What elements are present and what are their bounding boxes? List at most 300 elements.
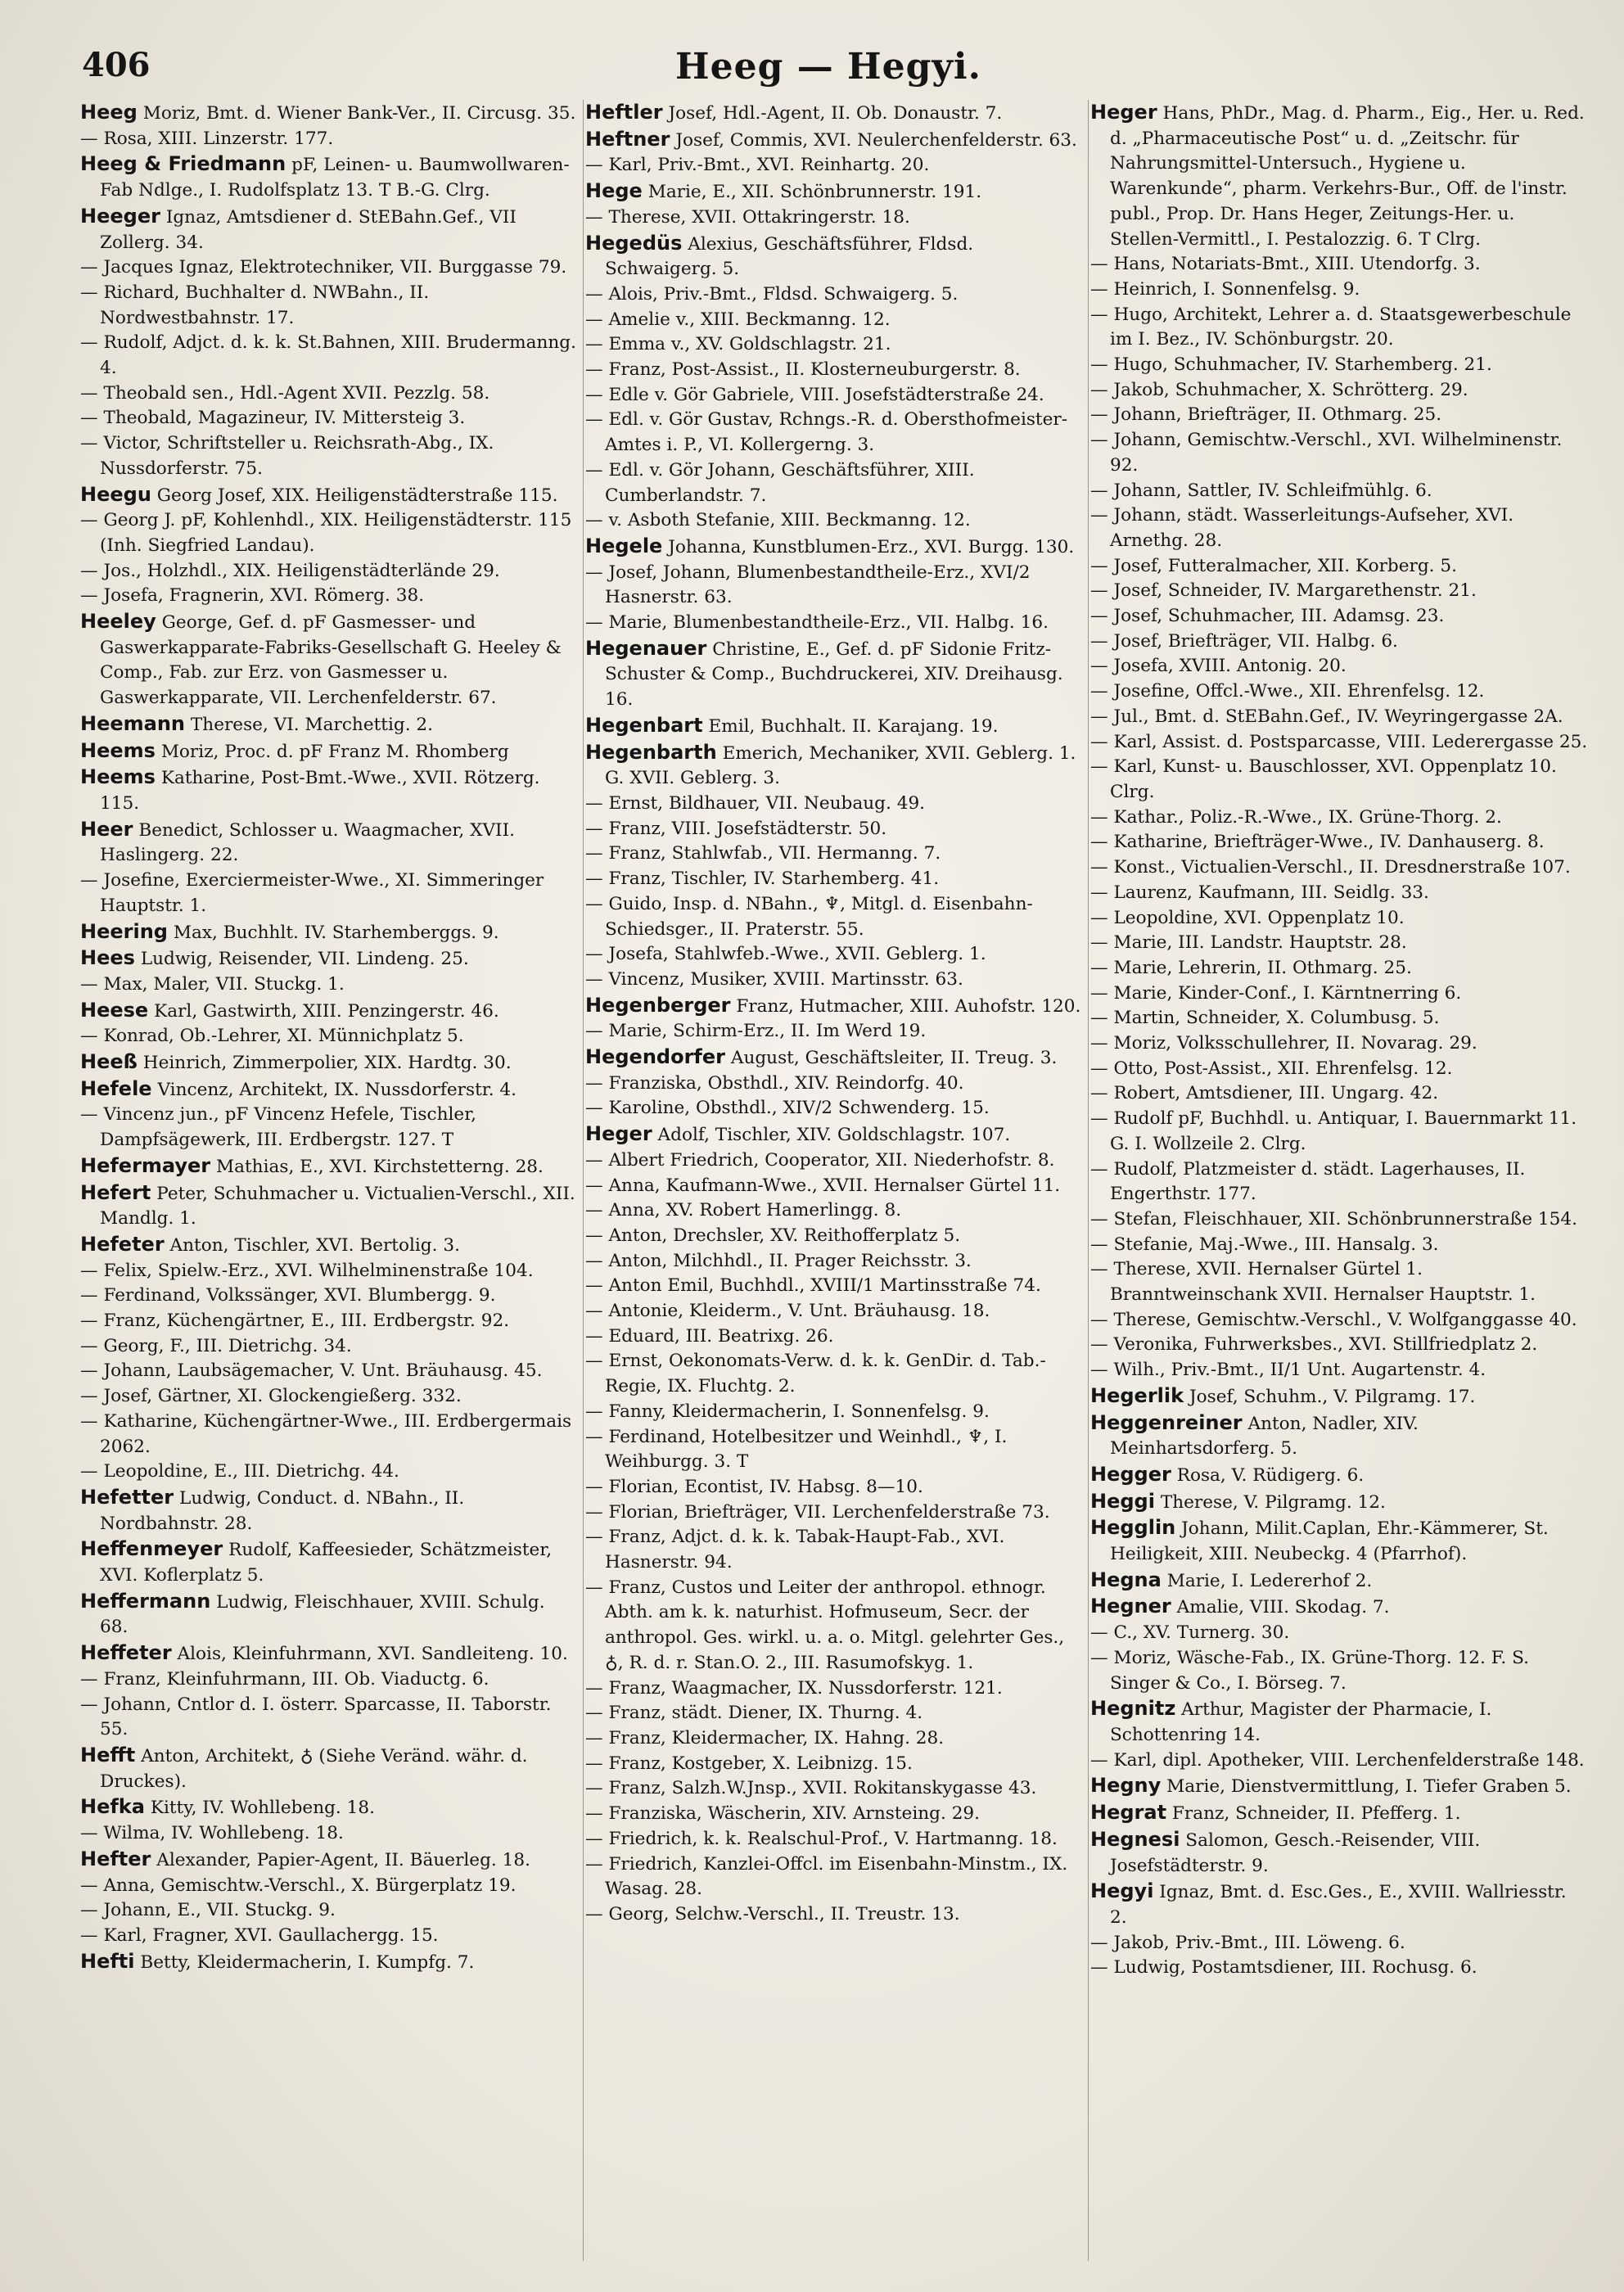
directory-entry <box>80 1076 578 1103</box>
entry-details: — Guido, Insp. d. NBahn., ♆, Mitgl. d. Eisenbahn-Schiedsger., II. Praterstr. 55. <box>585 893 1033 940</box>
directory-entry <box>80 1334 578 1360</box>
directory-entry <box>585 817 1083 842</box>
directory-entry <box>1090 100 1588 252</box>
entry-surname: Heems <box>80 765 156 789</box>
directory-entry <box>80 1410 578 1460</box>
entry-surname: Hefermayer <box>80 1153 211 1177</box>
directory-entry <box>80 1949 578 1976</box>
entry-details: — Marie, Lehrerin, II. Othmarg. 25. <box>1090 957 1412 978</box>
directory-entry <box>585 1174 1083 1199</box>
entry-details: Johann, Milit.Caplan, Ehr.-Kämmerer, St. Heiligkeit, XIII. Neubeckg. 4 (Pfarrhof). <box>1110 1518 1549 1565</box>
directory-entry <box>80 127 578 152</box>
entry-details: — Ernst, Oekonomats-Verw. d. k. k. GenDir. d. Tab.-Regie, IX. Fluchtg. 2. <box>585 1351 1046 1397</box>
entry-details: — Karl, Kunst- u. Bauschlosser, XVI. Oppenplatz 10. Clrg. <box>1090 756 1557 802</box>
directory-entry <box>1090 654 1588 679</box>
entry-details: — Alois, Priv.-Bmt., Fldsd. Schwaigerg. 5. <box>585 283 959 305</box>
entry-details: — Ernst, Bildhauer, VII. Neubaug. 49. <box>585 792 926 814</box>
entry-details: — Therese, XVII. Hernalser Gürtel 1. Branntweinschank XVII. Hernalser Hauptstr. 1. <box>1090 1259 1536 1306</box>
directory-entry <box>585 1299 1083 1324</box>
entry-details: — Franz, Stahlwfab., VII. Hermanng. 7. <box>585 843 941 864</box>
entry-details: Heinrich, Zimmerpolier, XIX. Hardtg. 30. <box>142 1053 512 1074</box>
directory-entry <box>1090 906 1588 932</box>
entry-details: — Johann, Cntlor d. I. österr. Sparcasse, II. Taborstr. 55. <box>80 1694 552 1740</box>
entry-surname: Heeß <box>80 1050 138 1074</box>
directory-entry <box>1090 679 1588 705</box>
entry-details: — Robert, Amtsdiener, III. Ungarg. 42. <box>1090 1083 1439 1104</box>
directory-entry <box>80 919 578 946</box>
entry-details: Therese, VI. Marchettig. 2. <box>190 714 434 735</box>
entry-surname: Hegedüs <box>585 231 683 255</box>
directory-entry <box>585 1019 1083 1044</box>
entry-details: — Johann, städt. Wasserleitungs-Aufseher, XVI. Arnethg. 28. <box>1090 505 1514 551</box>
directory-entry <box>1090 1410 1588 1462</box>
entry-details: — Anna, Kaufmann-Wwe., XVII. Hernalser Gürtel 11. <box>585 1175 1061 1196</box>
directory-entry <box>80 1309 578 1334</box>
directory-entry <box>80 1667 578 1693</box>
directory-entry <box>80 817 578 869</box>
entry-surname: Hegerlik <box>1090 1383 1184 1407</box>
entry-surname: Hegyi <box>1090 1879 1154 1903</box>
directory-entry <box>585 1072 1083 1097</box>
entry-details: — Jakob, Priv.-Bmt., III. Löweng. 6. <box>1090 1932 1405 1953</box>
directory-entry <box>585 611 1083 636</box>
entry-details: — Josefine, Offcl.-Wwe., XII. Ehrenfelsg. 12. <box>1090 681 1485 702</box>
entry-details: — Emma v., XV. Goldschlagstr. 21. <box>585 334 891 355</box>
entry-details: — Moriz, Wäsche-Fab., IX. Grüne-Thorg. 12. F. S. Singer & Co., I. Börseg. 7. <box>1090 1647 1530 1694</box>
entry-surname: Heeger <box>80 204 160 228</box>
entry-details: Ignaz, Bmt. d. Esc.Ges., E., XVIII. Wallriesstr. 2. <box>1110 1882 1567 1928</box>
entry-details: Rosa, V. Rüdigerg. 6. <box>1176 1464 1365 1486</box>
directory-entry <box>80 1232 578 1259</box>
entry-surname: Hefele <box>80 1076 152 1100</box>
directory-entry <box>1090 1773 1588 1800</box>
entry-details: — Stefan, Fleischhauer, XII. Schönbrunnerstraße 154. <box>1090 1208 1577 1229</box>
directory-entry <box>80 765 578 816</box>
entry-surname: Heese <box>80 998 149 1022</box>
entry-details: Max, Buchhlt. IV. Starhemberggs. 9. <box>173 922 499 943</box>
entry-details: Ignaz, Amtsdiener d. StEBahn.Gef., VII Zollerg. 34. <box>100 206 517 253</box>
directory-entry <box>585 713 1083 740</box>
entry-details: — Hugo, Schuhmacher, IV. Starhemberg. 21. <box>1090 354 1492 376</box>
directory-entry <box>80 1180 578 1232</box>
directory-entry <box>1090 1031 1588 1057</box>
directory-entry <box>1090 805 1588 831</box>
entry-details: — Felix, Spielw.-Erz., XVI. Wilhelminenstraße 104. <box>80 1260 534 1281</box>
entry-details: — Edl. v. Gör Johann, Geschäftsführer, XIII. Cumberlandstr. 7. <box>585 459 975 506</box>
directory-entry <box>585 178 1083 205</box>
directory-entry <box>80 1589 578 1640</box>
directory-entry <box>1090 956 1588 981</box>
entry-details: — Josef, Gärtner, XI. Glockengießerg. 332. <box>80 1386 462 1407</box>
entry-surname: Heems <box>80 738 156 762</box>
directory-entry <box>585 1525 1083 1575</box>
entry-details: Karl, Gastwirth, XIII. Penzingerstr. 46. <box>154 1000 499 1022</box>
entry-details: — Wilma, IV. Wohllebeng. 18. <box>80 1823 344 1844</box>
directory-entry <box>1090 378 1588 404</box>
entry-details: — Albert Friedrich, Cooperator, XII. Niederhofstr. 8. <box>585 1149 1055 1171</box>
directory-entry <box>1090 579 1588 604</box>
directory-entry <box>1090 1621 1588 1646</box>
entry-details: — Therese, Gemischtw.-Verschl., V. Wolfganggasse 40. <box>1090 1309 1577 1330</box>
entry-surname: Heger <box>1090 101 1157 124</box>
entry-details: — Franz, Custos und Leiter der anthropol. ethnogr. Abth. am k. k. naturhist. Hofmuseum, Secr. der anthropol. Ges. wirkl. u. a. o. Mitgl. gelehrter Ges., ♁, R. d. r. Stan.O. 2., III. Rasumofskyg. 1. <box>585 1577 1065 1673</box>
entry-surname: Hees <box>80 946 135 970</box>
directory-entry <box>1090 931 1588 956</box>
entry-details: — Amelie v., XIII. Beckmanng. 12. <box>585 309 891 330</box>
entry-details: — Josef, Futteralmacher, XII. Korberg. 5. <box>1090 555 1457 576</box>
entry-details: — Therese, XVII. Ottakringerstr. 18. <box>585 206 910 228</box>
entry-details: — Anton, Drechsler, XV. Reithofferplatz 5. <box>585 1225 961 1246</box>
entry-details: Peter, Schuhmacher u. Victualien-Verschl., XII. Mandlg. 1. <box>100 1183 575 1229</box>
entry-details: — v. Asboth Stefanie, XIII. Beckmanng. 12. <box>585 510 971 531</box>
entry-details: Arthur, Magister der Pharmacie, I. Schottenring 14. <box>1110 1699 1492 1745</box>
entry-details: — Franziska, Obsthdl., XIV. Reindorfg. 40. <box>585 1072 964 1094</box>
entry-details: — Ludwig, Postamtsdiener, III. Rochusg. 6. <box>1090 1957 1477 1978</box>
directory-entry <box>1090 1081 1588 1107</box>
entry-surname: Heegu <box>80 482 151 506</box>
entry-details: — Karoline, Obsthdl., XIV/2 Schwenderg. 15. <box>585 1098 990 1119</box>
entry-details: — Jakob, Schuhmacher, X. Schrötterg. 29. <box>1090 379 1468 400</box>
entry-details: — Wilh., Priv.-Bmt., II/1 Unt. Augartenstr. 4. <box>1090 1360 1486 1381</box>
directory-entry <box>585 1044 1083 1072</box>
entry-details: — Franz, Salzh.W.Jnsp., XVII. Rokitanskygasse 43. <box>585 1778 1037 1799</box>
entry-details: — Johann, Laubsägemacher, V. Unt. Bräuhausg. 45. <box>80 1360 543 1382</box>
directory-entry <box>1090 1107 1588 1157</box>
entry-details: Moriz, Proc. d. pF Franz M. Rhomberg <box>160 741 509 762</box>
directory-entry <box>585 408 1083 458</box>
entry-details: Emerich, Mechaniker, XVII. Geblerg. 1. G. XVII. Geblerg. 3. <box>605 742 1076 789</box>
directory-entry <box>80 508 578 558</box>
directory-column-3 <box>1088 100 1588 2261</box>
entry-details: — Heinrich, I. Sonnenfelsg. 9. <box>1090 278 1360 300</box>
directory-entry <box>585 1676 1083 1702</box>
entry-details: — Franziska, Wäscherin, XIV. Arnsteing. 29. <box>585 1803 981 1825</box>
entry-details: Alexius, Geschäftsführer, Fldsd. Schwaigerg. 5. <box>605 233 974 280</box>
entry-surname: Heering <box>80 919 168 943</box>
entry-columns <box>80 100 1588 2261</box>
directory-entry <box>585 867 1083 892</box>
entry-details: — Karl, Priv.-Bmt., XVI. Reinhartg. 20. <box>585 155 930 176</box>
entry-details: Betty, Kleidermacherin, I. Kumpfg. 7. <box>140 1951 475 1973</box>
running-head: Heeg — Hegyi. <box>675 46 981 88</box>
directory-entry <box>1090 1827 1588 1879</box>
directory-entry <box>585 205 1083 231</box>
entry-details: — Theobald, Magazineur, IV. Mittersteig 3. <box>80 408 466 429</box>
directory-entry <box>1090 1257 1588 1307</box>
directory-entry <box>80 1898 578 1924</box>
directory-entry <box>1090 1879 1588 1930</box>
directory-entry <box>80 1384 578 1410</box>
entry-surname: Hegnesi <box>1090 1827 1180 1851</box>
directory-entry <box>1090 755 1588 805</box>
entry-details: Kitty, IV. Wohllebeng. 18. <box>150 1798 376 1819</box>
entry-surname: Hefti <box>80 1949 135 1973</box>
directory-entry <box>80 972 578 998</box>
entry-details: Benedict, Schlosser u. Waagmacher, XVII. Haslingerg. 22. <box>100 819 515 866</box>
entry-details: — Veronika, Fuhrwerksbes., XVI. Stillfriedplatz 2. <box>1090 1334 1538 1356</box>
entry-surname: Heeg & Friedmann <box>80 152 286 176</box>
entry-details: — Franz, Tischler, IV. Starhemberg. 41. <box>585 869 940 890</box>
directory-entry <box>585 1349 1083 1399</box>
entry-details: — Richard, Buchhalter d. NWBahn., II. Nordwestbahnstr. 17. <box>80 282 430 328</box>
entry-surname: Heftler <box>585 101 663 124</box>
entry-surname: Heffenmeyer <box>80 1537 223 1561</box>
directory-entry <box>80 711 578 738</box>
entry-details: — Ferdinand, Volkssänger, XVI. Blumbergg. 9. <box>80 1285 496 1306</box>
directory-entry <box>585 636 1083 713</box>
entry-details: — Edle v. Gör Gabriele, VIII. Josefstädterstraße 24. <box>585 384 1044 405</box>
directory-entry <box>585 282 1083 308</box>
entry-details: — Marie, Kinder-Conf., I. Kärntnerring 6. <box>1090 982 1462 1004</box>
entry-details: — Leopoldine, E., III. Dietrichg. 44. <box>80 1461 399 1482</box>
entry-details: — Georg J. pF, Kohlenhdl., XIX. Heiligenstädterstr. 115 (Inh. Siegfried Landau). <box>80 510 572 556</box>
directory-entry <box>1090 1308 1588 1333</box>
entry-details: — Stefanie, Maj.-Wwe., III. Hansalg. 3. <box>1090 1234 1439 1255</box>
directory-entry <box>80 406 578 431</box>
directory-entry <box>80 738 578 765</box>
directory-entry <box>1090 1489 1588 1516</box>
entry-details: Alois, Kleinfuhrmann, XVI. Sandleiteng. 10. <box>177 1644 568 1665</box>
directory-entry <box>80 1153 578 1180</box>
directory-entry <box>585 153 1083 178</box>
entry-details: — Josef, Johann, Blumenbestandtheile-Erz., XVI/2 Hasnerstr. 63. <box>585 562 1031 608</box>
entry-details: Josef, Commis, XVI. Neulerchenfelderstr. 63. <box>675 129 1077 151</box>
directory-entry <box>80 482 578 509</box>
directory-entry <box>80 204 578 255</box>
entry-surname: Hegenbart <box>585 713 703 737</box>
directory-entry <box>585 332 1083 358</box>
entry-details: — Max, Maler, VII. Stuckg. 1. <box>80 973 345 995</box>
entry-details: — Moriz, Volksschullehrer, II. Novarag. 29. <box>1090 1033 1477 1054</box>
directory-entry <box>585 383 1083 408</box>
entry-details: — Edl. v. Gör Gustav, Rchngs.-R. d. Obersthofmeister-Amtes i. P., VI. Kollergerng. 3. <box>585 409 1068 456</box>
directory-entry <box>585 892 1083 942</box>
entry-details: — Josef, Schuhmacher, III. Adamsg. 23. <box>1090 606 1445 627</box>
entry-details: — Josefa, Stahlwfeb.-Wwe., XVII. Geblerg. 1. <box>585 944 986 965</box>
entry-details: — Josef, Schneider, IV. Margarethenstr. 21. <box>1090 580 1477 602</box>
entry-details: Katharine, Post-Bmt.-Wwe., XVII. Rötzerg. 115. <box>100 768 540 814</box>
entry-details: — Anna, XV. Robert Hamerlingg. 8. <box>585 1200 902 1221</box>
entry-details: Anton, Architekt, ♁ (Siehe Veränd. währ. d. Druckes). <box>100 1746 528 1792</box>
entry-details: — Konst., Victualien-Verschl., II. Dresdnerstraße 107. <box>1090 857 1571 878</box>
entry-details: — Hans, Notariats-Bmt., XIII. Utendorfg. 3. <box>1090 254 1481 275</box>
directory-entry <box>80 1693 578 1743</box>
entry-details: Rudolf, Kaffeesieder, Schätzmeister, XVI. Koflerplatz 5. <box>100 1540 553 1586</box>
directory-entry <box>1090 1515 1588 1567</box>
directory-entry <box>80 1103 578 1153</box>
directory-entry <box>1090 705 1588 730</box>
directory-entry <box>1090 353 1588 378</box>
entry-surname: Heer <box>80 817 133 841</box>
entry-surname: Hege <box>585 179 643 203</box>
entry-details: Marie, Dienstvermittlung, I. Tiefer Graben 5. <box>1166 1776 1572 1798</box>
directory-entry <box>80 255 578 281</box>
directory-entry <box>80 1536 578 1588</box>
directory-entry <box>1090 629 1588 655</box>
directory-entry <box>80 869 578 918</box>
directory-entry <box>80 331 578 381</box>
entry-details: Ludwig, Conduct. d. NBahn., II. Nordbahnstr. 28. <box>100 1487 465 1534</box>
entry-details: — Franz, VIII. Josefstädterstr. 50. <box>585 818 887 839</box>
entry-details: — C., XV. Turnerg. 30. <box>1090 1622 1290 1644</box>
directory-entry <box>80 1640 578 1667</box>
entry-details: — Eduard, III. Beatrixg. 26. <box>585 1325 834 1347</box>
entry-details: — Karl, dipl. Apotheker, VIII. Lerchenfelderstraße 148. <box>1090 1749 1585 1771</box>
entry-details: — Anton Emil, Buchhdl., XVIII/1 Martinsstraße 74. <box>585 1275 1041 1297</box>
directory-entry <box>1090 830 1588 855</box>
entry-details: — Hugo, Architekt, Lehrer a. d. Staatsgewerbeschule im I. Bez., IV. Schönburgstr. 20. <box>1090 304 1572 350</box>
entry-details: — Friedrich, Kanzlei-Offcl. im Eisenbahn-Minstm., IX. Wasag. 28. <box>585 1853 1068 1900</box>
directory-entry <box>1090 1057 1588 1082</box>
entry-surname: Hefert <box>80 1180 151 1204</box>
directory-entry <box>80 151 578 203</box>
entry-details: — Rudolf, Adjct. d. k. k. St.Bahnen, XIII. Brudermanng. 4. <box>80 332 576 379</box>
entry-details: — Jul., Bmt. d. StEBahn.Gef., IV. Weyringergasse 2A. <box>1090 706 1563 727</box>
directory-entry <box>1090 1207 1588 1233</box>
entry-details: — Johann, Gemischtw.-Verschl., XVI. Wilhelminenstr. 92. <box>1090 430 1563 476</box>
entry-details: — Josefa, Fragnerin, XVI. Römerg. 38. <box>80 585 425 607</box>
directory-entry <box>80 381 578 407</box>
entry-details: Moriz, Bmt. d. Wiener Bank-Ver., II. Circusg. 35. <box>142 103 576 124</box>
entry-details: — Friedrich, k. k. Realschul-Prof., V. Hartmanng. 18. <box>585 1828 1058 1849</box>
directory-entry <box>585 1400 1083 1425</box>
directory-entry <box>585 1148 1083 1174</box>
entry-details: — Vincenz jun., pF Vincenz Hefele, Tischler, Dampfsägewerk, III. Erdbergstr. 127. T <box>80 1104 477 1151</box>
entry-details: — Anna, Gemischtw.-Verschl., X. Bürgerplatz 19. <box>80 1875 517 1896</box>
entry-details: — Katharine, Briefträger-Wwe., IV. Danhauserg. 8. <box>1090 832 1545 853</box>
directory-entry <box>1090 881 1588 906</box>
entry-details: August, Geschäftsleiter, II. Treug. 3. <box>730 1048 1058 1069</box>
directory-entry <box>1090 855 1588 881</box>
directory-entry <box>80 100 578 127</box>
directory-entry <box>1090 403 1588 428</box>
entry-details: — Marie, III. Landstr. Hauptstr. 28. <box>1090 932 1407 954</box>
entry-details: Franz, Hutmacher, XIII. Auhofstr. 120. <box>736 995 1081 1017</box>
directory-entry <box>80 559 578 584</box>
entry-surname: Heggenreiner <box>1090 1410 1243 1434</box>
directory-entry <box>80 1847 578 1874</box>
directory-entry <box>80 1821 578 1847</box>
entry-details: Anton, Tischler, XVI. Bertolig. 3. <box>169 1234 460 1256</box>
entry-details: — Karl, Assist. d. Postsparcasse, VIII. Lederergasse 25. <box>1090 731 1588 752</box>
directory-entry <box>585 1902 1083 1928</box>
entry-details: — Johann, Briefträger, II. Othmarg. 25. <box>1090 404 1442 426</box>
entry-details: — Georg, F., III. Dietrichg. 34. <box>80 1335 352 1356</box>
entry-surname: Hefetter <box>80 1485 174 1509</box>
entry-surname: Hefter <box>80 1847 151 1870</box>
entry-details: — Josefa, XVIII. Antonig. 20. <box>1090 656 1347 677</box>
entry-details: — Jos., Holzhdl., XIX. Heiligenstädterlände 29. <box>80 560 500 581</box>
entry-details: — Franz, Adjct. d. k. k. Tabak-Haupt-Fab., XVI. Hasnerstr. 94. <box>585 1527 1005 1573</box>
directory-entry <box>1090 554 1588 580</box>
entry-details: — Karl, Fragner, XVI. Gaullachergg. 15. <box>80 1924 439 1946</box>
entry-details: — Fanny, Kleidermacherin, I. Sonnenfelsg. 9. <box>585 1401 990 1422</box>
entry-surname: Hefft <box>80 1744 136 1766</box>
entry-details: — Konrad, Ob.-Lehrer, XI. Münnichplatz 5. <box>80 1026 464 1047</box>
entry-details: — Franz, Kleinfuhrmann, III. Ob. Viaductg. 6. <box>80 1668 489 1690</box>
directory-entry <box>585 1776 1083 1802</box>
entry-surname: Heeley <box>80 610 156 634</box>
directory-entry <box>1090 479 1588 504</box>
directory-entry <box>1090 1333 1588 1358</box>
directory-entry <box>80 1743 578 1794</box>
entry-details: — Franz, Waagmacher, IX. Nussdorferstr. 121. <box>585 1677 1003 1699</box>
entry-details: Alexander, Papier-Agent, II. Bäuerleg. 18. <box>156 1849 530 1870</box>
entry-surname: Hegna <box>1090 1568 1162 1591</box>
entry-details: — Franz, Kleidermacher, IX. Hahng. 28. <box>585 1728 945 1748</box>
entry-surname: Hefka <box>80 1795 145 1819</box>
entry-details: Franz, Schneider, II. Pfefferg. 1. <box>1171 1803 1461 1825</box>
directory-entry <box>80 1024 578 1049</box>
directory-entry <box>80 1049 578 1076</box>
directory-entry <box>585 1324 1083 1350</box>
directory-entry <box>80 1924 578 1949</box>
directory-entry <box>585 1274 1083 1299</box>
directory-entry <box>1090 981 1588 1007</box>
directory-entry <box>585 1096 1083 1121</box>
entry-details: George, Gef. d. pF Gasmesser- und Gaswerkapparate-Fabriks-Gesellschaft G. Heeley & Comp., Fab. zur Erz. von Gasmesser u. Gaswerkapparate, VII. Lerchenfelderstr. 67. <box>100 612 562 709</box>
directory-entry <box>585 740 1083 792</box>
entry-surname: Heger <box>585 1122 652 1146</box>
entry-surname: Hegger <box>1090 1462 1171 1486</box>
directory-entry <box>1090 503 1588 553</box>
entry-details: — Katharine, Küchengärtner-Wwe., III. Erdbergermais 2062. <box>80 1410 572 1457</box>
directory-entry <box>80 1259 578 1284</box>
entry-details: Christine, E., Gef. d. pF Sidonie Fritz-Schuster & Comp., Buchdruckerei, XIV. Dreihausg. 16. <box>605 638 1063 711</box>
directory-entry <box>80 281 578 331</box>
entry-details: — Florian, Briefträger, VII. Lerchenfelderstraße 73. <box>585 1501 1050 1523</box>
entry-details: Vincenz, Architekt, IX. Nussdorferstr. 4. <box>157 1079 517 1100</box>
directory-entry <box>80 1359 578 1384</box>
entry-details: Johanna, Kunstblumen-Erz., XVI. Burgg. 130. <box>668 536 1075 557</box>
directory-entry <box>585 1121 1083 1148</box>
directory-entry <box>585 100 1083 127</box>
directory-entry <box>80 1485 578 1536</box>
directory-entry <box>1090 1157 1588 1207</box>
entry-details: — Florian, Econtist, IV. Habsg. 8—10. <box>585 1476 923 1497</box>
directory-entry <box>1090 1800 1588 1827</box>
entry-surname: Hegenauer <box>585 636 707 660</box>
entry-details: — Josef, Briefträger, VII. Halbg. 6. <box>1090 630 1398 652</box>
directory-entry <box>1090 1956 1588 1981</box>
entry-details: — Rosa, XIII. Linzerstr. 177. <box>80 128 334 149</box>
directory-entry <box>585 1802 1083 1827</box>
entry-surname: Hegny <box>1090 1774 1162 1798</box>
directory-entry <box>585 127 1083 154</box>
directory-entry <box>585 458 1083 508</box>
directory-entry <box>80 945 578 972</box>
page-header <box>82 46 1575 95</box>
directory-entry <box>585 1475 1083 1500</box>
directory-entry <box>1090 1462 1588 1489</box>
directory-entry <box>1090 1006 1588 1031</box>
entry-details: — Victor, Schriftsteller u. Reichsrath-Abg., IX. Nussdorferstr. 75. <box>80 433 494 479</box>
directory-entry <box>585 534 1083 561</box>
entry-details: — Anton, Milchhdl., II. Prager Reichsstr. 3. <box>585 1250 972 1271</box>
directory-entry <box>585 1224 1083 1249</box>
directory-entry <box>1090 252 1588 277</box>
directory-entry <box>585 841 1083 867</box>
directory-entry <box>585 1249 1083 1275</box>
entry-details: — Franz, Küchengärtner, E., III. Erdbergstr. 92. <box>80 1311 510 1332</box>
entry-details: Emil, Buchhalt. II. Karajang. 19. <box>708 715 999 737</box>
directory-entry <box>585 993 1083 1020</box>
entry-details: — Johann, Sattler, IV. Schleifmühlg. 6. <box>1090 480 1432 501</box>
entry-details: Anton, Nadler, XIV. Meinhartsdorferg. 5. <box>1110 1413 1419 1460</box>
entry-surname: Hefeter <box>80 1232 165 1256</box>
entry-details: Georg Josef, XIX. Heiligenstädterstraße 115. <box>156 485 558 506</box>
directory-entry <box>80 998 578 1025</box>
